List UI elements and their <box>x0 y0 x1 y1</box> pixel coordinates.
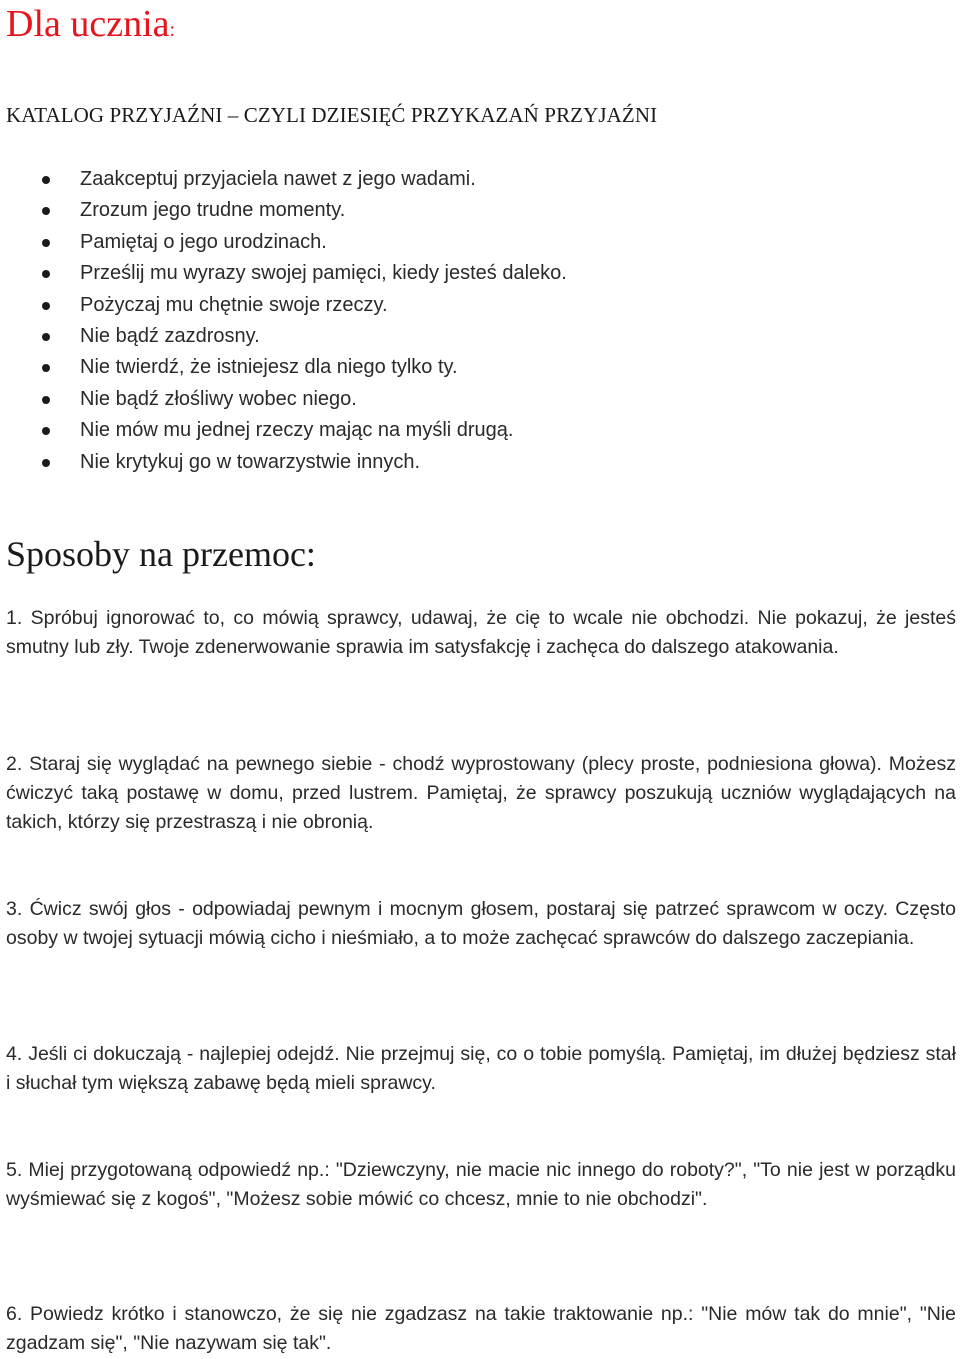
bullet-icon <box>42 207 50 215</box>
catalog-heading: KATALOG PRZYJAŹNI – CZYLI DZIESIĘĆ PRZYKAZAŃ PRZYJAŹNI <box>6 103 658 127</box>
list-item <box>6 384 567 415</box>
bullet-icon <box>42 176 50 184</box>
bullet-icon <box>42 427 50 435</box>
advice-paragraph-3: 3. Ćwicz swój głos - odpowiadaj pewnym i mocnym głosem, postaraj się patrzeć sprawcom w oczy. Często osoby w twojej sytuacji mówią cicho i nieśmiało, a to może zachęcać sprawców do dalszego zaczepiania. <box>6 898 956 949</box>
advice-paragraph-4: 4. Jeśli ci dokuczają - najlepiej odejdź. Nie przejmuj się, co o tobie pomyślą. Pamiętaj, im dłużej będziesz stał i słuchał tym większą zabawę będą mieli sprawcy. <box>6 1043 956 1094</box>
rule-text: Nie bądź zazdrosny. <box>80 324 260 347</box>
list-item <box>6 227 567 258</box>
rule-text: Nie bądź złośliwy wobec niego. <box>80 387 357 410</box>
rule-text: Prześlij mu wyrazy swojej pamięci, kiedy jesteś daleko. <box>80 262 567 285</box>
bullet-icon <box>42 333 50 341</box>
list-item <box>6 290 567 321</box>
bullet-icon <box>42 239 50 247</box>
rule-text: Nie mów mu jednej rzeczy mając na myśli drugą. <box>80 419 514 442</box>
list-item <box>6 164 567 195</box>
list-item <box>6 447 567 478</box>
bullet-icon <box>42 396 50 404</box>
section-heading: Sposoby na przemoc: <box>6 534 316 574</box>
bullet-icon <box>42 302 50 310</box>
bullet-icon <box>42 364 50 372</box>
list-item <box>6 258 567 289</box>
rule-text: Nie krytykuj go w towarzystwie innych. <box>80 450 421 473</box>
page-title-colon: : <box>169 19 176 41</box>
rule-text: Zaakceptuj przyjaciela nawet z jego wadami. <box>80 168 476 190</box>
advice-paragraph-6: 6. Powiedz krótko i stanowczo, że się nie zgadzasz na takie traktowanie np.: "Nie mów tak do mnie", "Nie zgadzam się", "Nie nazywam się tak". <box>6 1303 956 1354</box>
list-item <box>6 352 567 383</box>
rule-text: Nie twierdź, że istniejesz dla niego tylko ty. <box>80 356 458 379</box>
list-item <box>6 195 567 226</box>
bullet-icon <box>42 459 50 467</box>
advice-paragraph-1: 1. Spróbuj ignorować to, co mówią sprawcy, udawaj, że cię to wcale nie obchodzi. Nie pokazuj, że jesteś smutny lub zły. Twoje zdenerwowanie sprawia im satysfakcję i zachęca do dalszego atakowania. <box>6 607 956 658</box>
advice-paragraph-2: 2. Staraj się wyglądać na pewnego siebie - chodź wyprostowany (plecy proste, podniesiona głowa). Możesz ćwiczyć taką postawę w domu, przed lustrem. Pamiętaj, że sprawcy poszukują uczniów wyglądających na takich, którzy się przestraszą i nie obronią. <box>6 753 956 833</box>
bullet-icon <box>42 270 50 278</box>
page-title <box>6 2 175 46</box>
advice-paragraph-5: 5. Miej przygotowaną odpowiedź np.: "Dziewczyny, nie macie nic innego do roboty?", "To nie jest w porządku wyśmiewać się z kogoś", "Możesz sobie mówić co chcesz, mnie to nie obchodzi". <box>6 1159 956 1210</box>
rule-text: Pamiętaj o jego urodzinach. <box>80 230 327 253</box>
rule-text: Pożyczaj mu chętnie swoje rzeczy. <box>80 293 388 316</box>
page-title-text: Dla ucznia <box>6 3 170 45</box>
list-item <box>6 415 567 446</box>
list-item <box>6 321 567 352</box>
friendship-rules-list <box>6 164 567 478</box>
rule-text: Zrozum jego trudne momenty. <box>80 199 346 222</box>
